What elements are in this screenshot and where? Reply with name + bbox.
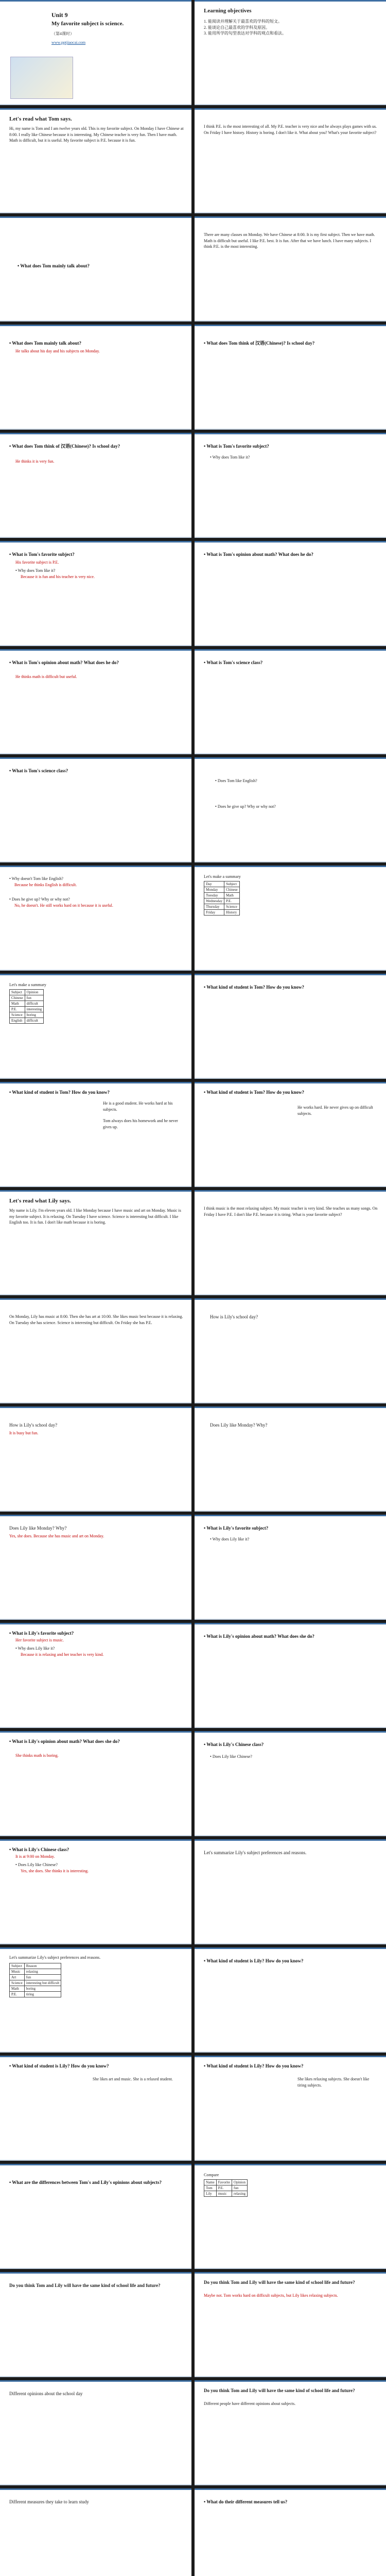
slide-title: Let's read what Lily says. (9, 1198, 71, 1204)
slide-opinions (0, 2380, 191, 2485)
slide-a-fav (0, 541, 191, 646)
answer: She thinks math is boring. (15, 1753, 59, 1758)
question: • What kind of student is Tom? How do you know? (204, 984, 379, 990)
question: • What is Tom's favorite subject? (9, 551, 184, 557)
slide-objectives (195, 0, 386, 105)
question: • What is Lily's opinion about math? What does she do? (9, 1738, 184, 1744)
slide-measures (0, 2488, 191, 2576)
question: How is Lily's school day? (210, 1314, 258, 1319)
sub-question: • Why does Tom like it? (210, 454, 379, 460)
summary-table: Day Subject Monday Chinese Tuesday Math Wednesday P.E. Thursday Science Friday History (204, 881, 240, 916)
slide-a-science (0, 757, 191, 862)
question: • What is Lily's Chinese class? (204, 1741, 379, 1748)
slide-a-lily-fav (0, 1623, 191, 1728)
answer: No, he doesn't. He still works hard on it because it is useful. (14, 903, 113, 908)
cover-link[interactable]: www.pptjiaocai.com (51, 40, 86, 45)
answer: He talks about his day and his subjects on Monday. (15, 349, 100, 353)
sub-question: • Why doesn't Tom like English? (9, 876, 184, 882)
slide-q-math (195, 541, 386, 646)
slide-title: Let's make a summary (204, 874, 241, 879)
slide-q-science (195, 649, 386, 754)
cover-title: My favorite subject is science. (51, 21, 124, 27)
slide-tom-passage (195, 108, 386, 213)
question: • What is Lily's opinion about math? What does she do? (204, 1633, 379, 1639)
answer: She likes art and music. She is a relaxed student. (93, 2077, 173, 2081)
question: • What is Tom's science class? (9, 768, 184, 774)
cover-picture (10, 57, 73, 99)
slide-q-lily-chinese (195, 1731, 386, 1836)
passage-text: I think music is the most relaxing subject. My music teacher is very kind. She teaches us many songs. On Friday I have P.E. I don't like P.E. because it is tiring. What is your favorite subject? (204, 1206, 378, 1217)
slide-summary1 (195, 866, 386, 971)
answer: She likes relaxing subjects. She doesn't like tiring subjects. (297, 2077, 370, 2088)
slide-a-lily-chinese (0, 1839, 191, 1944)
slide-title: Let's summarize Lily's subject preferences and reasons. (9, 1955, 101, 1960)
sub-question: • Why does Tom like it? (15, 568, 184, 573)
slide-a-main (0, 325, 191, 430)
question: Does Lily like Monday? Why? (9, 1526, 67, 1531)
slide-a-kind-lily (0, 2056, 191, 2161)
question: • What kind of student is Tom? How do you know? (9, 1089, 184, 1095)
objective-item: 2. 能谈论自己最喜欢的学科及原因。 (204, 25, 270, 30)
slide-lily-summary (0, 1947, 191, 2053)
sub-question: • Does he give up? Why or why not? (215, 804, 379, 809)
answer: Maybe not. Tom works hard on difficult subjects, but Lily likes relaxing subjects. (204, 2293, 338, 2298)
slide-title: Different opinions about the school day (9, 2391, 83, 2396)
slide-a-lily-day (0, 1406, 191, 1512)
answer: He is a good student. He works hard at his subjects. (103, 1101, 173, 1112)
slide-a-lily-math (0, 1731, 191, 1836)
slide-q-kind-tom (195, 974, 386, 1079)
question: Does Lily like Monday? Why? (210, 1422, 268, 1428)
question: • What is Tom's science class? (204, 659, 379, 666)
slide-q-measures (195, 2488, 386, 2576)
answer: It is busy but fun. (9, 1431, 39, 1435)
slide-q-fav (195, 433, 386, 538)
question: • What do their different measures tell us? (204, 2499, 379, 2505)
cover-subtitle: （第4课时） (51, 31, 74, 36)
slide-passage2 (195, 216, 386, 321)
question: • What is Tom's opinion about math? What does he do? (204, 551, 379, 557)
slide-q-chinese (195, 325, 386, 430)
slide-a-math (0, 649, 191, 754)
unit-label: Unit 9 (51, 11, 68, 19)
question: • What does Tom mainly talk about? (9, 340, 184, 346)
question: • What is Tom's opinion about math? What does he do? (9, 659, 184, 666)
answer: Yes, she does. Because she has music and art on Monday. (9, 1534, 104, 1538)
question: • What does Tom think of 汉语(Chinese)? Is school day? (9, 443, 184, 449)
answer: He thinks math is difficult but useful. (15, 674, 77, 679)
slide-a-kind-tom (0, 1082, 191, 1187)
question: • What does Tom think of 汉语(Chinese)? Is school day? (204, 340, 379, 346)
question: • What kind of student is Lily? How do you know? (204, 2063, 379, 2069)
answer: He thinks it is very fun. (15, 459, 55, 464)
question: • What kind of student is Lily? How do you know? (204, 1958, 379, 1964)
question: Do you think Tom and Lily will have the same kind of school life and future? (204, 2280, 355, 2285)
objective-item: 1. 能阅读并理解关于最喜欢的学科的短文。 (204, 19, 282, 24)
answer: Different people have different opinions about subjects. (204, 2401, 296, 2406)
objectives-title: Learning objectives (204, 8, 252, 14)
passage-text: Hi, my name is Tom and I am twelve years old. This is my favorite subject. On Monday I have Chinese at 8:00. I really like Chinese because it is interesting. My Chinese teacher is very fun. Then I have math. Math is difficult, but it is useful. My favorite subject is P.E. because it is fun. (9, 126, 184, 143)
slide-a-chinese (0, 433, 191, 538)
slide-q-future (0, 2272, 191, 2377)
sub-question: • Why does Lily like it? (15, 1646, 184, 1651)
sub-question: • Does Lily like Chinese? (15, 1862, 184, 1868)
slide-title: Let's make a summary (9, 982, 46, 987)
slide-tom-read (0, 108, 191, 213)
note: Tom always does his homework and he never gives up. (103, 1118, 178, 1129)
summary-table: Subject Opinion Chinese fun Math difficult P.E. interesting Science boring English difficult (9, 989, 44, 1024)
question: Do you think Tom and Lily will have the same kind of school life and future? (9, 2283, 161, 2288)
passage-text: There are many classes on Monday. We have Chinese at 8:00. It is my first subject. Then we have math. Math is difficult but useful. I like P.E. best. It is fun. After that we have lunch. I have many subjects. I think P.E. is the most interesting. (204, 232, 375, 249)
sub-question: • Does he give up? Why or why not? (9, 896, 184, 902)
compare-table: Name Favorite Opinion Tom P.E. fun Lily music relaxing (204, 2179, 248, 2197)
passage-text: I think P.E. is the most interesting of all. My P.E. teacher is very nice and he always plays games with us. On Friday I have history. History is boring. I don't like it. What about you? What's your favorite subject? (204, 124, 377, 135)
question: • What are the differences between Tom's and Lily's opinions about subjects? (9, 2179, 184, 2185)
question: • What kind of student is Lily? How do you know? (9, 2063, 184, 2069)
question: How is Lily's school day? (9, 1422, 58, 1428)
slide-title: Let's summarize Lily's subject preferences and reasons. (204, 1850, 307, 1855)
slide-a-english (0, 866, 191, 971)
passage-text: My name is Lily. I'm eleven years old. I like Monday because I have music and art on Monday. Music is my favorite subject. It is relaxing. On Tuesday I have science. Science is interesting but difficult. I like English too. It is fun. I don't like math because it is boring. (9, 1208, 181, 1225)
question: • What does Tom mainly talk about? (17, 263, 184, 269)
slide-q-english (195, 757, 386, 862)
slide-q-monday (195, 1406, 386, 1512)
answer: Because it is relaxing and her teacher is very kind. (21, 1652, 104, 1657)
question: • What is Lily's favorite subject? (9, 1630, 184, 1636)
slide-lily-read (0, 1190, 191, 1295)
slide-a-kind-lily2 (195, 2056, 386, 2161)
slide-a-future (195, 2272, 386, 2377)
slide-title: Compare (204, 2173, 219, 2177)
sub-question: • Does Lily like Chinese? (210, 1754, 379, 1759)
question: • What kind of student is Tom? How do you know? (204, 1089, 379, 1095)
slide-lily-passage2 (0, 1298, 191, 1403)
answer: Yes, she does. She thinks it is interesting. (21, 1869, 89, 1873)
slide-q-diff (0, 2164, 191, 2269)
sub-question: • Does Tom like English? (215, 778, 379, 784)
slide-title: Different measures they take to learn study (9, 2499, 89, 2504)
summary-table: Subject Reason Music relaxing Art fun Science interesting but difficult Math boring P.E. tiring (9, 1963, 61, 1997)
question: • What is Tom's favorite subject? (204, 443, 379, 449)
passage-text: On Monday, Lily has music at 8:00. Then she has art at 10:00. She likes music best because it is relaxing. On Tuesday she has science. Science is interesting but difficult. On Friday she has P.E. (9, 1314, 183, 1325)
objectives-list (204, 19, 379, 37)
question: • What is Lily's Chinese class? (9, 1846, 184, 1853)
slide-lily-summary-q (195, 1839, 386, 1944)
answer: He works hard. He never gives up on difficult subjects. (297, 1105, 373, 1116)
slide-q-main (0, 216, 191, 321)
slide-compare (195, 2164, 386, 2269)
answer: His favorite subject is P.E. (15, 560, 59, 565)
answer: It is at 9:00 on Monday. (15, 1854, 55, 1859)
slide-cover (0, 0, 191, 105)
answer: Her favorite subject is music. (15, 1638, 64, 1642)
slide-q-lily-math (195, 1623, 386, 1728)
slide-a-future2 (195, 2380, 386, 2485)
slide-q-lily-day (195, 1298, 386, 1403)
slide-title: Let's read what Tom says. (9, 116, 72, 122)
slide-a-kind-tom2 (195, 1082, 386, 1187)
slide-lily-passage (195, 1190, 386, 1295)
question: • What is Lily's favorite subject? (204, 1525, 379, 1531)
slide-q-lily-fav (195, 1515, 386, 1620)
slide-a-monday (0, 1515, 191, 1620)
slide-summary2 (0, 974, 191, 1079)
slide-q-kind-lily (195, 1947, 386, 2053)
answer: Because it is fun and his teacher is very nice. (21, 574, 95, 579)
question: Do you think Tom and Lily will have the same kind of school life and future? (204, 2388, 355, 2393)
sub-question: • Why does Lily like it? (210, 1536, 379, 1542)
answer: Because he thinks English is difficult. (14, 883, 77, 887)
objective-item: 3. 能用所学的句型表达对学科的观点和看法。 (204, 31, 286, 36)
